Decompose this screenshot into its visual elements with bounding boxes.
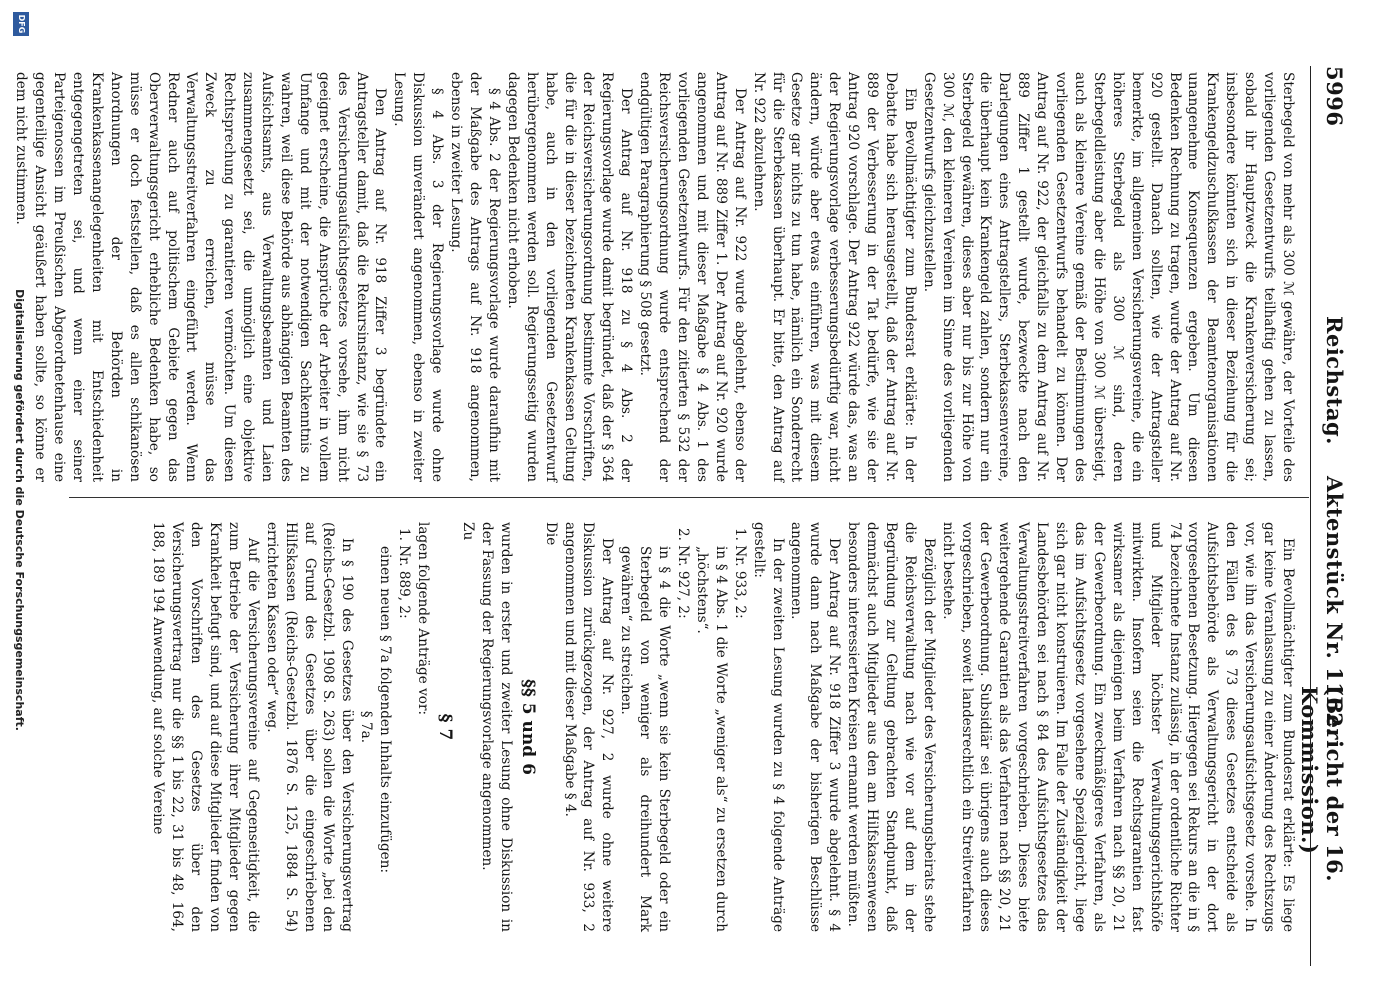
paragraph: § 4 Abs. 3 der Regierungsvorlage wurde ohne Diskussion unverändert angenommen, ebenso in zweiter Lesung. bbox=[391, 72, 446, 482]
paragraph: In § 190 des Gesetzes über den Versicherungsvertrag (Reichs-Gesetzbl. 1908 S. 263) sollen die Worte „bei den auf Grund des Gesetzes über die eingeschriebenen Hilfskassen (Reichs-Gesetzbl. 1876 S. 125, 1884 S. 54) errichteten Kassen oder“ weg. bbox=[263, 522, 356, 932]
paragraph: Den Antrag auf Nr. 918 Ziffer 3 begründete ein Antragsteller damit, daß die Rekursinstanz, wie sie § 73 des Versicherungsaufsichtsgesetzes vorsehe, ihm nicht geeignet erscheine, die Ansprüche der Arbeiter in vollem Umfange und mit der notwendigen Sachkenntnis zu wahren, weil diese Behörde aus abhängigen Beamten des Aufsichtsamts, aus Verwaltungsbeamten und Laien zusammengesetzt sei, die unmöglich eine objektive Rechtsprechung zu garantieren vermöchten. Um diesen Zweck zu erreichen, müsse das Verwaltungsstreitverfahren eingeführt werden. Wenn Redner auch auf politischem Gebiete gegen das Oberverwaltungsgericht erhebliche Bedenken habe, so müsse er doch feststellen, daß es allen schikanösen Anordnungen der Behörden in Krankenkassenangelegenheiten mit Entschiedenheit entgegengetreten sei, und wenn einer seiner Parteigenossen im Preußischen Abgeordnetenhause eine gegenteilige Ansicht geäußert haben sollte, so könne er dem nicht zustimmen. bbox=[13, 72, 389, 482]
paragraph: in § 4 Abs. 1 die Worte „weniger als“ zu ersetzen durch „höchstens“. bbox=[693, 546, 729, 932]
paragraph: In der zweiten Lesung wurden zu § 4 folgende Anträge gestellt: bbox=[750, 522, 786, 932]
paragraph: 2. Nr. 927, 2: bbox=[675, 528, 691, 619]
section-heading: § 7 bbox=[435, 713, 456, 741]
paragraph: § 4 Abs. 2 der Regierungsvorlage wurde daraufhin mit der Maßgabe des Antrags auf Nr. 918 angenommen, ebenso in zweiter Lesung. bbox=[448, 72, 502, 482]
section-heading: §§ 5 und 6 bbox=[517, 679, 538, 775]
paragraph: in § 4 die Worte „wenn sie kein Sterbegeld oder ein Sterbegeld von weniger als dreihundert Mark gewähren“ zu streichen. bbox=[618, 546, 673, 932]
paragraph: wurden in erster und zweiter Lesung ohne Diskussion in der Fassung der Regierungsvorlage angenommen. bbox=[478, 522, 514, 932]
paragraph: 1. Nr. 889, 2: bbox=[396, 528, 413, 619]
paragraph: § 7a. bbox=[358, 710, 375, 744]
paragraph: Der Antrag auf Nr. 918 Ziffer 3 wurde abgelehnt. § 4 wurde dann nach Maßgabe der bisherigen Beschlüsse angenommen. bbox=[788, 522, 843, 932]
paragraph: Auf die Versicherungsvereine auf Gegenseitigkeit, die zum Betriebe der Versicherung ihrer Mitglieder gegen Krankheit befugt sind, und auf diese Mitglieder finden von den Vorschriften des Gesetzes über den Versicherungsvertrag nur die §§ 1 bis 22, 31 bis 48, 164, 188, 189 194 Anwendung, auf solche Vereine bbox=[150, 522, 261, 932]
right-column bbox=[82, 522, 1297, 932]
paragraph: Sterbegeld von mehr als 300 ℳ gewähre, der Vorteile des vorliegenden Gesetzentwurfs teilhaftig gehen zu lassen, sobald ihr Hauptzweck die Krankenversicherung sei; insbesondere könnten sich in dieser Beziehung für die Krankengeldzuschußkassen der Beamtenorganisationen unangenehme Konsequenzen ergeben. Um diesen Bedenken Rechnung zu tragen, wurde der Antrag auf Nr. 920 gestellt. Danach sollten, wie der Antragsteller bemerkte, im allgemeinen Versicherungsvereine, die ein höheres Sterbegeld als 300 ℳ sind, deren Sterbegeldleistung aber die Höhe von 300 ℳ übersteigt, auch als kleinere Vereine gemäß der Bestimmungen des vorliegenden Gesetzentwurfs behandelt zu können. Der Antrag auf Nr. 922, der gleichfalls zu dem Antrag auf Nr. 889 Ziffer 1 gestellt wurde, bezweckte nach den Darlegungen eines Antragstellers, Sterbekassenvereine, die überhaupt kein Krankengeld zahlen, sondern nur ein Sterbegeld gewähren, dieses aber nur bis zur Höhe von 300 ℳ, den kleineren Vereinen im Sinne des vorliegenden Gesetzentwurfs gleichzustellen. bbox=[920, 72, 1296, 482]
paragraph: Die bbox=[542, 522, 559, 546]
paragraph: Ein Bevollmächtigter zum Bundesrat erklärte: In der Debatte habe sich herausgestellt, daß der Antrag auf Nr. 889 der Verbesserung in der Tat bedürfe, wie sie der Antrag 920 vorschlage. Der Antrag 922 würde das, was an der Regierungsvorlage verbesserungsbedürftig war, nicht ändern, würde aber etwas einführen, was mit diesem Gesetze gar nichts zu tun habe, nämlich ein Sonderrecht für die Sterbekassen überhaupt. Er bitte, den Antrag auf Nr. 922 abzulehnen. bbox=[750, 72, 918, 482]
paragraph: 1. Nr. 933, 2: bbox=[731, 528, 748, 619]
paragraph: Ein Bevollmächtigter zum Bundesrat erklärte: Es liege gar keine Veranlassung zu einer Änderung des Rechtszugs vor, wie ihn das Versicherungsaufsichtsgesetz vorsehe. In den Fällen des § 73 dieses Gesetzes entscheide als Aufsichtsbehörde als Verwaltungsgericht in der dort vorgesehenen Besetzung. Hiergegen sei Rekurs an die in § 74 bezeichnete Instanz zulässig, in der ordentliche Richter und Mitglieder höchster Verwaltungsgerichtshöfe mitwirkten. Insofern seien die Rechtsgarantien fast wirksamer als diejenigen beim Verfahren nach §§ 20, 21 der Gewerbeordnung. Ein zweckmäßigeres Verfahren, als das im Aufsichtsgesetz vorgesehene Spezialgericht, liege sich gar nicht konstruieren. Im Falle der Zuständigkeit der Landesbehörden sei nach § 84 des Aufsichtsgesetzes das Verwaltungsstreitverfahren vorgeschrieben. Dieses biete weitergehende Garantien als das Verfahren nach §§ 20, 21 der Gewerbeordnung. Subsidiär sei übrigens auch dieses vorgeschrieben, soweit landesrechtlich ein Streitverfahren nicht bestehe. bbox=[939, 522, 1296, 932]
page-header bbox=[1297, 66, 1347, 966]
paragraph: Der Antrag auf Nr. 918 zu § 4 Abs. 2 der Regierungsvorlage wurde damit begründet, daß der § 364 der Reichsversicherungsordnung bestimmte Vorschriften, die für die in dieser bezeichneten Krankenkassen Geltung habe, auch in den vorliegenden Gesetzentwurf herübergenommen werden soll. Regierungsseitig wurden dagegen Bedenken nicht erhoben. bbox=[504, 72, 635, 482]
left-column bbox=[13, 72, 1297, 482]
header-rule bbox=[1310, 66, 1311, 966]
column-divider bbox=[69, 497, 1309, 498]
digitization-credit: Digitalisierung gefördert durch die Deutsche Forschungsgemeinschaft. bbox=[13, 289, 26, 731]
paragraph: Zu bbox=[459, 522, 476, 541]
paragraph: einen neuen § 7a folgenden Inhalts einzufügen: bbox=[377, 546, 394, 874]
page-number: 5996 bbox=[1322, 66, 1347, 127]
dfg-logo: DFG bbox=[13, 12, 29, 36]
paragraph: Bezüglich der Mitglieder des Versicherungsbeirats stehe die Reichsverwaltung nach wie vor auf dem in der Begründung zur Geltung gebrachten Standpunkt, daß demnächst auch Mitglieder aus den am Hilfskassenwesen besonders interessierten Kreisen ernannt werden müßten. bbox=[845, 522, 937, 932]
paragraph: Der Antrag auf Nr. 927, 2 wurde ohne weitere Diskussion zurückgezogen, der Antrag auf Nr. 933, 2 angenommen und mit dieser Maßgabe § 4. bbox=[561, 522, 616, 932]
paragraph: Der Antrag auf Nr. 922 wurde abgelehnt, ebenso der Antrag auf Nr. 889 Ziffer 1. Der Antrag auf Nr. 920 wurde angenommen und mit dieser Maßgabe § 4 Abs. 1 des vorliegenden Gesetzentwurfs. Für den zitierten § 532 der Reichsversicherungsordnung wurde entsprechend der endgültigen Paragraphierung § 508 gesetzt. bbox=[637, 72, 748, 482]
paragraph: lagen folgende Anträge vor: bbox=[415, 522, 432, 716]
document-number: Aktenstück Nr. 1162. bbox=[1322, 476, 1347, 736]
report-title: (Bericht der 16. Kommission.) bbox=[1297, 686, 1347, 883]
page-title: Reichstag. bbox=[1322, 316, 1347, 445]
